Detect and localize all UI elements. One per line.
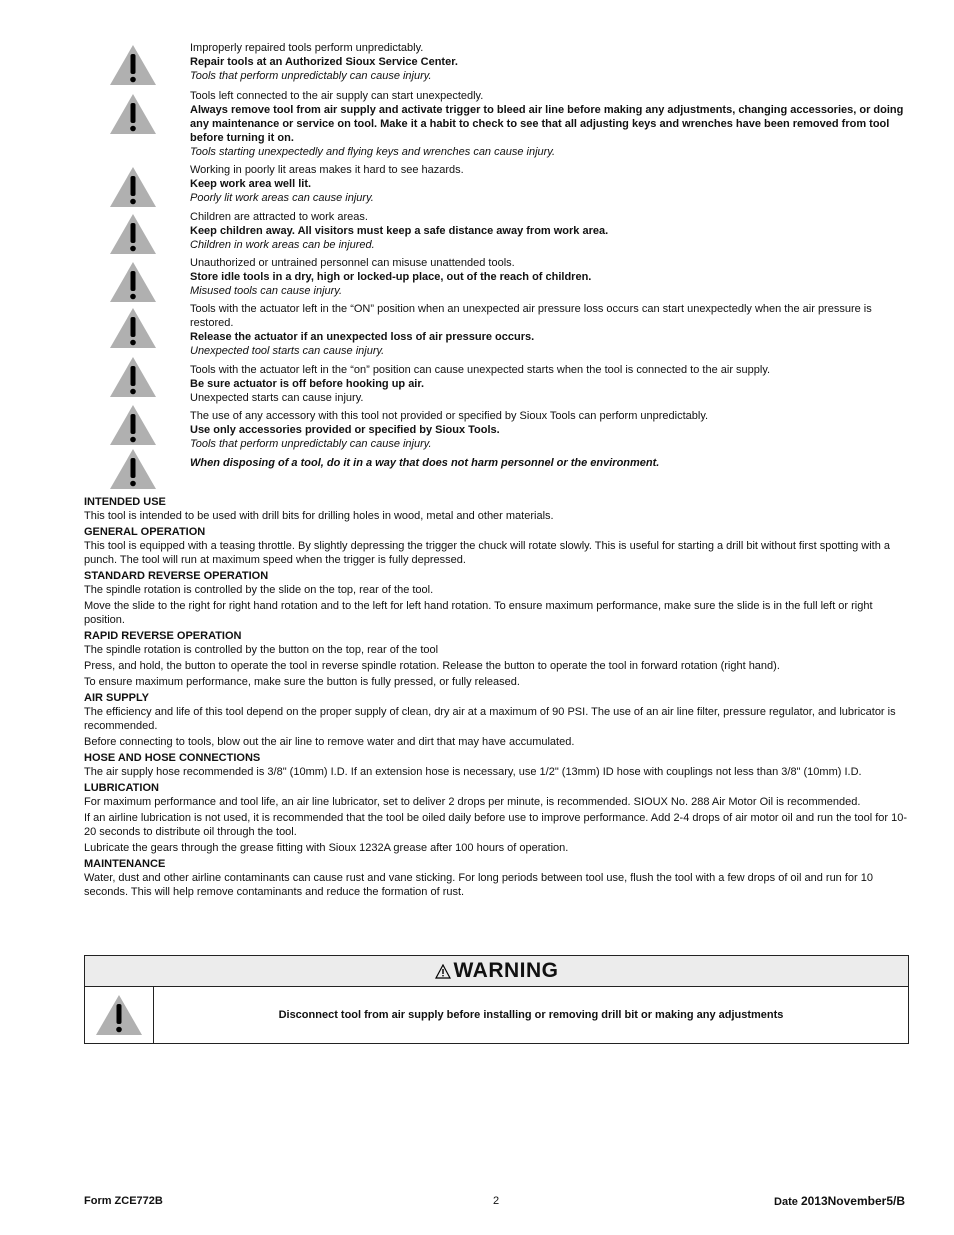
hazard-warning-icon: [108, 355, 158, 399]
hazard-consequence: Misused tools can cause injury.: [190, 285, 343, 297]
section-heading: INTENDED USE: [84, 496, 166, 508]
section-maintenance: [84, 857, 909, 899]
hazard-description: Improperly repaired tools perform unpredictably.: [190, 42, 424, 54]
hazard-warning-icon: [108, 165, 158, 209]
section-heading: LUBRICATION: [84, 782, 159, 794]
hazard-consequence: Unexpected tool starts can cause injury.: [190, 345, 385, 357]
section-air-supply: [84, 691, 909, 749]
hazard-description: The use of any accessory with this tool not provided or specified by Sioux Tools can perform unpredictably.: [190, 410, 709, 422]
hazard-instruction: Repair tools at an Authorized Sioux Service Center.: [190, 56, 458, 68]
section-paragraph: If an airline lubrication is not used, it is recommended that the tool be oiled daily before use to improve performance. Add 2-4 drops of air motor oil and run the tool for 10-20 seconds to distribute oil through the tool.: [84, 812, 908, 838]
section-paragraph: The spindle rotation is controlled by the button on the top, rear of the tool: [84, 644, 439, 656]
disposal-notice: When disposing of a tool, do it in a way that does not harm personnel or the environment.: [190, 457, 660, 469]
date-label: Date: [774, 1196, 798, 1208]
warning-message: Disconnect tool from air supply before installing or removing drill bit or making any adjustments: [278, 1009, 784, 1021]
hazard-consequence: Tools that perform unpredictably can cause injury.: [190, 70, 432, 82]
hazard-description: Tools with the actuator left in the “ON” position when an unexpected air pressure loss occurs can start unexpectedly when the air pressure is restored.: [190, 303, 872, 329]
hazard-description: Working in poorly lit areas makes it hard to see hazards.: [190, 164, 464, 176]
warning-cell-icon: [85, 987, 154, 1043]
hazard-warning-icon: [108, 92, 158, 136]
hazard-consequence: Poorly lit work areas can cause injury.: [190, 192, 374, 204]
hazard-consequence: Tools that perform unpredictably can cause injury.: [190, 438, 432, 450]
section-paragraph: Move the slide to the right for right hand rotation and to the left for left hand rotation. To ensure maximum performance, make sure the slide is in the full left or right position.: [84, 600, 873, 626]
document-date: [774, 1194, 905, 1209]
hazard-consequence: Children in work areas can be injured.: [190, 239, 375, 251]
section-paragraph: This tool is equipped with a teasing throttle. By slightly depressing the trigger the chuck will rotate slowly. This is useful for starting a drill bit without first spotting with a punch. The tool will run at maximum speed when the trigger is fully depressed.: [84, 540, 891, 566]
hazard-consequence: Tools starting unexpectedly and flying keys and wrenches can cause injury.: [190, 146, 556, 158]
section-paragraph: The efficiency and life of this tool depend on the proper supply of clean, dry air at a maximum of 90 PSI. The use of an air line filter, pressure regulator, and lubricator is recommended.: [84, 706, 896, 732]
hazard-description: Tools with the actuator left in the “on” position can cause unexpected starts when the tool is connected to the air supply.: [190, 364, 771, 376]
warning-triangle-icon: [435, 964, 451, 979]
section-paragraph: The spindle rotation is controlled by the slide on the top, rear of the tool.: [84, 584, 434, 596]
hazard-warning-icon: [108, 212, 158, 256]
hazard-warning-icon: [108, 403, 158, 447]
hazard-instruction: Be sure actuator is off before hooking up air.: [190, 378, 425, 390]
section-rapid-reverse-operation: [84, 629, 909, 689]
exclamation-triangle-icon: [94, 993, 144, 1037]
hazard-instruction: Always remove tool from air supply and activate trigger to bleed air line before making any adjustments, changing accessories, or doing any maintenance or service on tool. Make it a habit to check to see that all adjusting keys and wrenches have been removed from tool before turning it on.: [190, 104, 904, 144]
warning-box: [84, 955, 909, 1044]
section-paragraph: Before connecting to tools, blow out the air line to remove water and dirt that may have accumulated.: [84, 736, 575, 748]
section-heading: AIR SUPPLY: [84, 692, 150, 704]
section-general-operation: [84, 525, 909, 567]
page-number: 2: [493, 1195, 500, 1207]
warning-body: [85, 987, 908, 1043]
section-intended-use: [84, 495, 909, 523]
hazard-warning-icon: [108, 447, 158, 491]
hazard-description: Tools left connected to the air supply can start unexpectedly.: [190, 90, 484, 102]
section-heading: RAPID REVERSE OPERATION: [84, 630, 242, 642]
hazard-instruction: Release the actuator if an unexpected loss of air pressure occurs.: [190, 331, 535, 343]
warning-title: WARNING: [453, 959, 559, 982]
hazard-warning-icon: [108, 260, 158, 304]
section-paragraph: This tool is intended to be used with drill bits for drilling holes in wood, metal and other materials.: [84, 510, 554, 522]
section-heading: STANDARD REVERSE OPERATION: [84, 570, 269, 582]
hazard-instruction: Keep children away. All visitors must keep a safe distance away from work area.: [190, 225, 609, 237]
hazard-consequence: Unexpected starts can cause injury.: [190, 392, 364, 404]
hazard-description: Unauthorized or untrained personnel can misuse unattended tools.: [190, 257, 515, 269]
hazard-description: Children are attracted to work areas.: [190, 211, 368, 223]
section-paragraph: The air supply hose recommended is 3/8" (10mm) I.D. If an extension hose is necessary, use 1/2" (13mm) ID hose with couplings not less than 3/8" (10mm) I.D.: [84, 766, 862, 778]
section-paragraph: To ensure maximum performance, make sure the button is fully pressed, or fully released.: [84, 676, 520, 688]
hazard-warning-icon: [108, 43, 158, 87]
section-heading: HOSE AND HOSE CONNECTIONS: [84, 752, 261, 764]
warning-header: [85, 956, 908, 987]
hazard-instruction: Use only accessories provided or specified by Sioux Tools.: [190, 424, 500, 436]
section-heading: MAINTENANCE: [84, 858, 166, 870]
hazard-warning-icon: [108, 306, 158, 350]
section-hose-connections: [84, 751, 909, 779]
section-standard-reverse-operation: [84, 569, 909, 627]
section-paragraph: Water, dust and other airline contaminants can cause rust and vane sticking. For long periods between tool use, flush the tool with a few drops of oil and run for 10 seconds. This will help remove contaminants and reduce the formation of rust.: [84, 872, 873, 898]
section-paragraph: For maximum performance and tool life, an air line lubricator, set to deliver 2 drops per minute, is recommended. SIOUX No. 288 Air Motor Oil is recommended.: [84, 796, 861, 808]
date-value: 2013November5/B: [800, 1194, 905, 1208]
section-paragraph: Lubricate the gears through the grease fitting with Sioux 1232A grease after 100 hours of operation.: [84, 842, 569, 854]
hazard-instruction: Store idle tools in a dry, high or locked-up place, out of the reach of children.: [190, 271, 592, 283]
form-number: Form ZCE772B: [84, 1195, 163, 1207]
instruction-sections: [84, 495, 909, 901]
hazard-instruction: Keep work area well lit.: [190, 178, 312, 190]
section-lubrication: [84, 781, 909, 855]
section-paragraph: Press, and hold, the button to operate the tool in reverse spindle rotation. Release the button to operate the tool in forward rotation (right hand).: [84, 660, 780, 672]
section-heading: GENERAL OPERATION: [84, 526, 206, 538]
